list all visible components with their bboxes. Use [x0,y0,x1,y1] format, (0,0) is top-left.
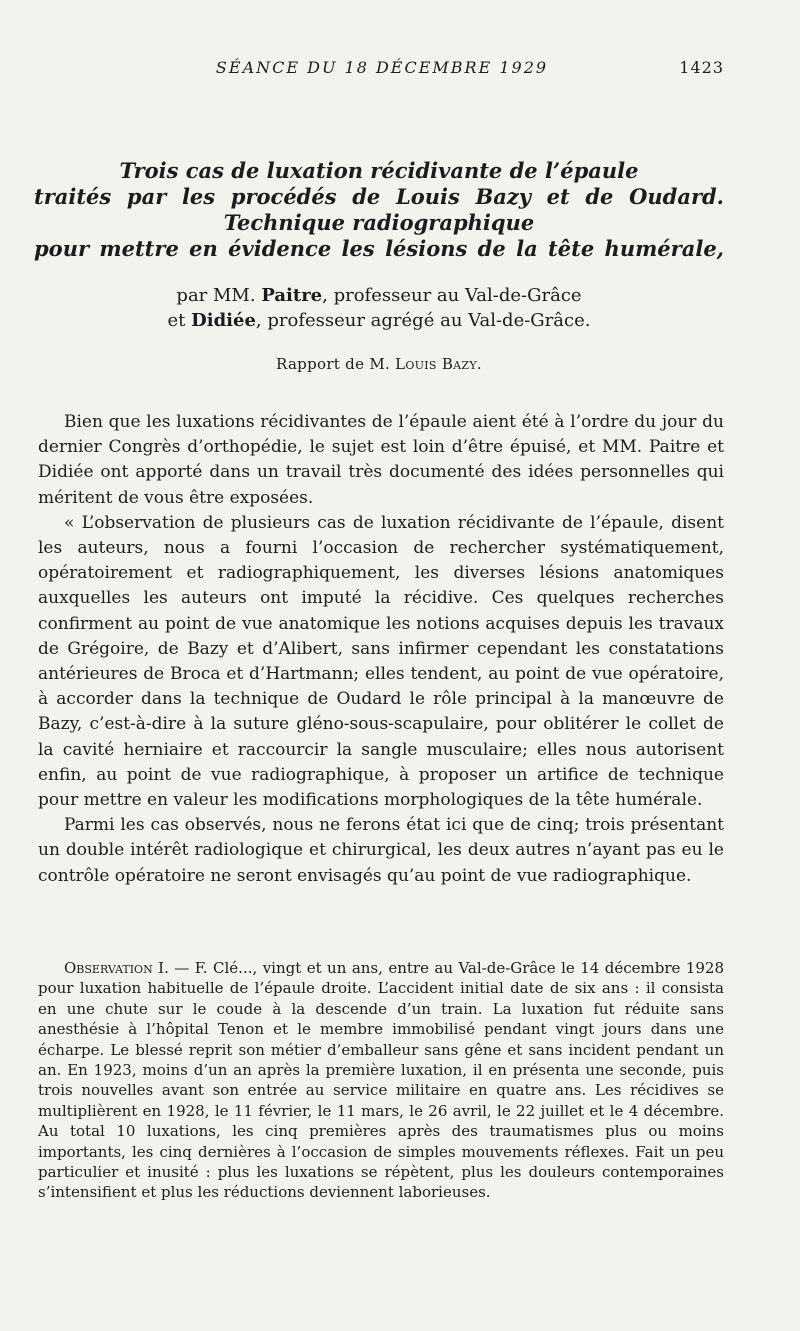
report-author: Louis Bazy. [395,355,482,373]
author-prefix: par MM. [176,285,256,306]
author-affiliation: , professeur agrégé au Val-de-Grâce. [255,310,591,331]
body-paragraph: Parmi les cas observés, nous ne ferons état ici que de cinq; trois présentant un double intérêt radiologique et chirurgical, les deux autres n’ayant pas eu le contrôle opératoire ne seront envisagés qu’au point de vue radiographique. [38,815,724,886]
author-name: Didiée [191,310,256,331]
observation-paragraph [38,958,724,1203]
author-prefix: et [167,310,186,331]
title-line: pour mettre en évidence les lésions de la tête humérale, [34,236,724,261]
report-prefix: Rapport de M. [276,355,391,373]
body-paragraph: Bien que les luxations récidivantes de l’épaule aient été à l’ordre du jour du dernier Congrès d’orthopédie, le sujet est loin d’être épuisé, et MM. Paitre et Didiée ont apporté dans un travail très documenté des idées personnelles qui méritent de vous être exposées. [38,412,724,508]
authors-block [34,283,724,333]
title-line: traités par les procédés de Louis Bazy et de Oudard. [34,184,724,209]
page-number: 1423 [679,58,724,77]
observation-label: Observation I. [64,959,169,977]
observation-text: — F. Clé..., vingt et un ans, entre au Val-de-Grâce le 14 décembre 1928 pour luxation habituelle de l’épaule droite. L’accident initial date de six ans : il consista en une chute sur le coude à la descende d’un train. La luxation fut réduite sans anesthésie à l’hôpital Tenon et le membre immobilisé pendant vingt jours dans une écharpe. Le blessé reprit son métier d’emballeur sans gêne et sans incident pendant un an. En 1923, moins d’un an après la première luxation, il en présenta une seconde, puis trois nouvelles avant son entrée au service militaire en quatre ans. Les récidives se multiplièrent en 1928, le 11 février, le 11 mars, le 26 avril, le 22 juillet et le 4 décembre. Au total 10 luxations, les cinq premières après des traumatismes plus ou moins importants, les cinq dernières à l’occasion de simples mouvements réflexes. Fait un peu particulier et inusité : plus les luxations se répètent, plus les douleurs contemporaines s’intensifient et plus les réductions deviennent laborieuses. [38,959,724,1202]
report-attribution [34,355,724,373]
author-line [34,283,724,308]
title-line: Trois cas de luxation récidivante de l’épaule [119,158,639,183]
running-head: SÉANCE DU 18 DÉCEMBRE 1929 [215,58,549,77]
author-name: Paitre [261,285,323,306]
article-title [34,158,724,262]
body-paragraph: « L’observation de plusieurs cas de luxation récidivante de l’épaule, disent les auteurs, nous a fourni l’occasion de rechercher systématiquement, opératoirement et radiographiquement, les diverses lésions anatomiques auxquelles les auteurs ont imputé la récidive. Ces quelques recherches confirment au point de vue anatomique les notions acquises depuis les travaux de Grégoire, de Bazy et d’Alibert, sans infirmer cependant les constatations antérieures de Broca et d’Hartmann; elles tendent, au point de vue opératoire, à accorder dans la technique de Oudard le rôle principal à la manœuvre de Bazy, c’est-à-dire à la suture gléno-sous-scapulaire, pour oblitérer le collet de la cavité herniaire et raccourcir la sangle musculaire; elles nous autorisent enfin, au point de vue radiographique, à proposer un artifice de technique pour mettre en valeur les modifications morphologiques de la tête humérale. [38,512,724,811]
author-affiliation: , professeur au Val-de-Grâce [322,285,582,306]
page-header [40,58,724,82]
author-line [34,308,724,333]
article-body [38,410,724,889]
title-line: Technique radiographique [223,210,535,235]
